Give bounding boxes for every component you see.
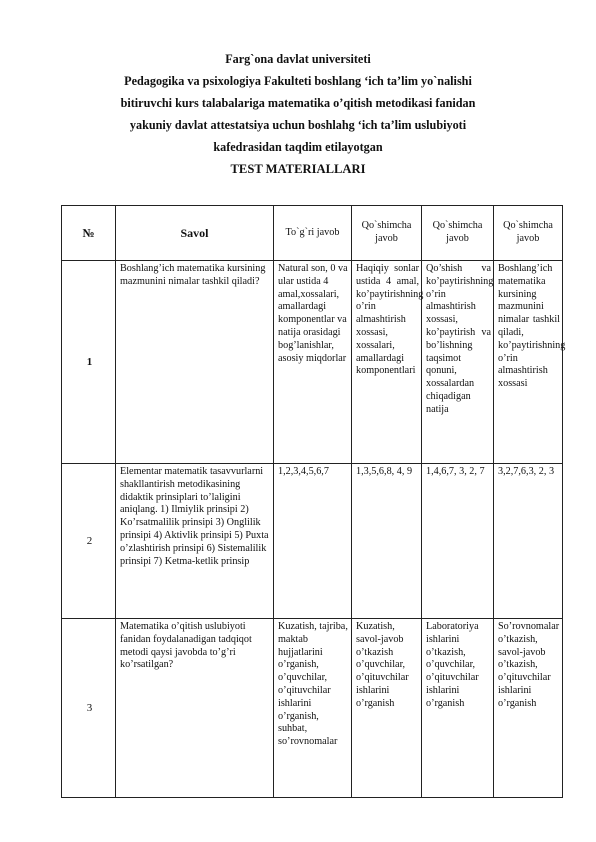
additional-answer-1-cell: Haqiqiy sonlar ustida 4 amal, ko’paytirishning o’rin almashtirish xossasi, xossalari, amallardagi komponentlari bbox=[352, 261, 422, 464]
column-header-number: № bbox=[62, 206, 116, 261]
document-header bbox=[50, 48, 546, 180]
additional-answer-2-cell: Qo’shish va ko’paytirishning o’rin almashtirish xossasi, ko’paytirish va bo’lishning taqsimot qonuni, xossalardan chiqadigan natija bbox=[422, 261, 494, 464]
additional-answer-2-cell: Laboratoriya ishlarini o’tkazish, o’quvchilar, o’qituvchilar ishlarini o’rganish bbox=[422, 619, 494, 798]
column-header-question: Savol bbox=[116, 206, 274, 261]
correct-answer-cell: Kuzatish, tajriba, maktab hujjatlarini o’rganish, o’quvchilar, o’qituvchilar ishlarini o’rganish, suhbat, so’rovnomalar bbox=[274, 619, 352, 798]
additional-answer-3-cell: Boshlang’ich matematika kursining mazmunini nimalar tashkil qiladi, ko’paytirishning o’rin almashtirish xossasi bbox=[494, 261, 563, 464]
additional-answer-2-cell: 1,4,6,7, 3, 2, 7 bbox=[422, 464, 494, 619]
table-row bbox=[62, 619, 563, 798]
audience-line: bitiruvchi kurs talabalariga matematika o’qitish metodikasi fanidan bbox=[120, 96, 476, 110]
test-materials-table bbox=[61, 205, 566, 798]
table-header-row bbox=[62, 206, 563, 261]
department-line: kafedrasidan taqdim etilayotgan bbox=[213, 140, 383, 154]
column-header-additional-answer-1: Qo`shimcha javob bbox=[352, 206, 422, 261]
row-number: 2 bbox=[62, 464, 116, 619]
university-name: Farg`ona davlat universiteti bbox=[225, 52, 371, 66]
correct-answer-cell: Natural son, 0 va ular ustida 4 amal,xossalari, amallardagi komponentlar va natija orasidagi bog’lanishlar, asosiy miqdorlar bbox=[274, 261, 352, 464]
question-cell: Boshlang’ich matematika kursining mazmunini nimalar tashkil qiladi? bbox=[116, 261, 274, 464]
table-row bbox=[62, 464, 563, 619]
additional-answer-3-cell: So’rovnomalar o’tkazish, savol-javob o’tkazish, o’qituvchilar ishlarini o’rganish bbox=[494, 619, 563, 798]
correct-answer-cell: 1,2,3,4,5,6,7 bbox=[274, 464, 352, 619]
additional-answer-1-cell: Kuzatish, savol-javob o’tkazish o’quvchilar, o’qituvchilar ishlarini o’rganish bbox=[352, 619, 422, 798]
column-header-additional-answer-3: Qo`shimcha javob bbox=[494, 206, 563, 261]
faculty-line: Pedagogika va psixologiya Fakulteti boshlang ‘ich ta’lim yo`nalishi bbox=[124, 74, 472, 88]
column-header-additional-answer-2: Qo`shimcha javob bbox=[422, 206, 494, 261]
purpose-line: yakuniy davlat attestatsiya uchun boshlahg ‘ich ta’lim uslubiyoti bbox=[129, 118, 467, 132]
row-number: 3 bbox=[62, 619, 116, 798]
additional-answer-1-cell: 1,3,5,6,8, 4, 9 bbox=[352, 464, 422, 619]
additional-answer-3-cell: 3,2,7,6,3, 2, 3 bbox=[494, 464, 563, 619]
row-number: 1 bbox=[62, 261, 116, 464]
column-header-correct-answer: To`g`ri javob bbox=[274, 206, 352, 261]
document-title: TEST MATERIALLARI bbox=[230, 162, 366, 176]
question-cell: Matematika o’qitish uslubiyoti fanidan foydalanadigan tadqiqot metodi qaysi javobda to’g’ri ko’rsatilgan? bbox=[116, 619, 274, 798]
question-cell: Elementar matematik tasavvurlarni shakllantirish metodikasining didaktik prinsiplari to’laligini aniqlang. 1) Ilmiylik prinsipi 2) Ko’rsatmalilik prinsipi 3) Onglilik prinsipi 4) Aktivlik prinsipi 5) Puxta o’zlashtirish prinsipi 6) Sistemalilik prinsipi 7) Ketma-ketlik prinsip bbox=[116, 464, 274, 619]
table-row bbox=[62, 261, 563, 464]
